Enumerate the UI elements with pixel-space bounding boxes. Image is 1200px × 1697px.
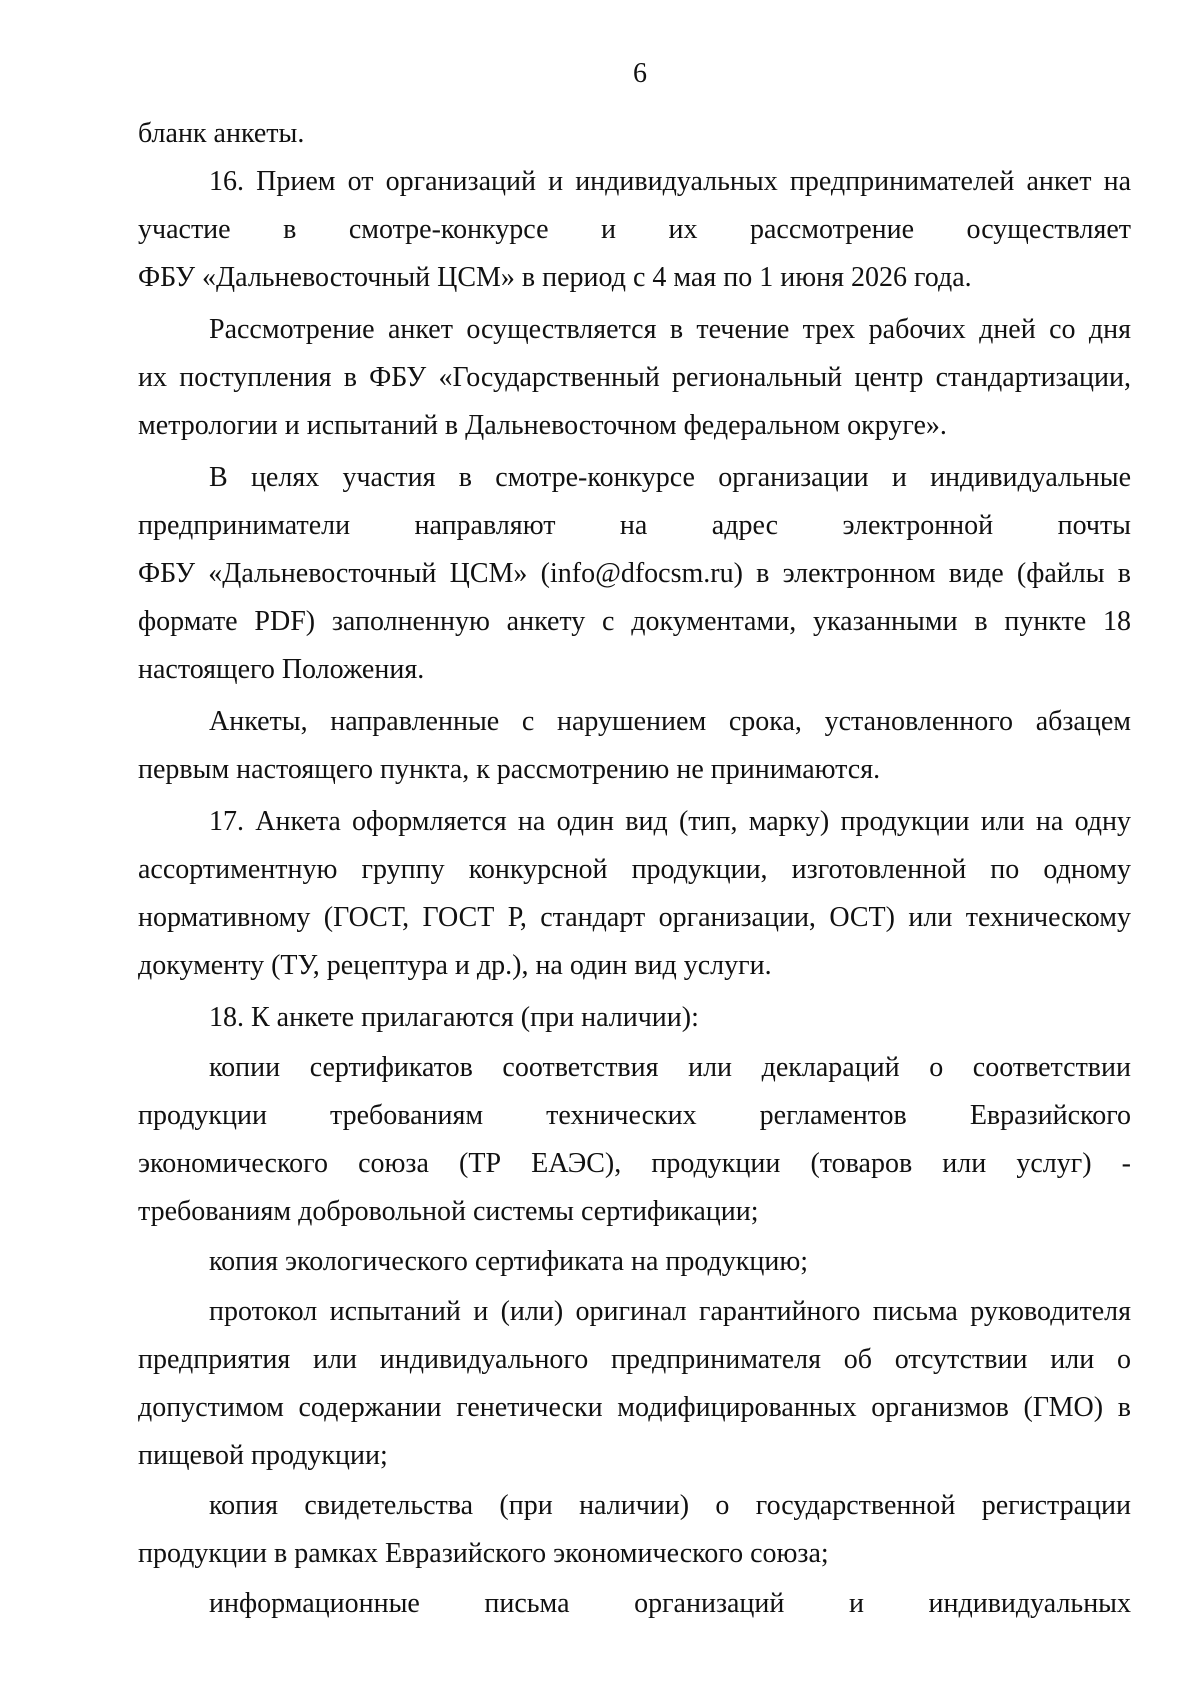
list-item-protocol-line: допустимом содержании генетически модифицированных организмов (ГМО) в — [138, 1392, 1131, 1423]
list-item-protocol-line: пищевой продукции; — [138, 1440, 388, 1471]
list-item-protocol-line: предприятия или индивидуального предпринимателя об отсутствии или о — [138, 1344, 1131, 1375]
paragraph-review-line: Рассмотрение анкет осуществляется в течение трех рабочих дней со дня — [209, 314, 1131, 345]
list-item-protocol-line: протокол испытаний и (или) оригинал гарантийного письма руководителя — [209, 1296, 1131, 1327]
paragraph-review-line: их поступления в ФБУ «Государственный региональный центр стандартизации, — [138, 362, 1131, 393]
paragraph-review-line: метрологии и испытаний в Дальневосточном федеральном округе». — [138, 410, 947, 441]
list-item-registration-line: продукции в рамках Евразийского экономического союза; — [138, 1538, 829, 1569]
paragraph-17-line: нормативному (ГОСТ, ГОСТ Р, стандарт организации, ОСТ) или техническому — [138, 902, 1131, 933]
paragraph-submission-line: В целях участия в смотре-конкурсе организации и индивидуальные — [209, 462, 1131, 493]
paragraph-17-line: ассортиментную группу конкурсной продукции, изготовленной по одному — [138, 854, 1131, 885]
paragraph-16-line: участие в смотре-конкурсе и их рассмотрение осуществляет — [138, 214, 1131, 245]
paragraph-deadline-line: первым настоящего пункта, к рассмотрению не принимаются. — [138, 754, 881, 785]
document-body — [138, 110, 1131, 1628]
paragraph-submission-line: настоящего Положения. — [138, 654, 425, 685]
list-item-certificates-line: копии сертификатов соответствия или деклараций о соответствии — [209, 1052, 1131, 1083]
paragraph-deadline-line: Анкеты, направленные с нарушением срока, установленного абзацем — [209, 706, 1131, 737]
paragraph-submission-line: предприниматели направляют на адрес электронной почты — [138, 510, 1131, 541]
page-number: 6 — [633, 58, 647, 89]
list-item-certificates-line: требованиям добровольной системы сертификации; — [138, 1196, 759, 1227]
list-item-certificates-line: продукции требованиям технических регламентов Евразийского — [138, 1100, 1131, 1131]
list-item-eco-certificate: копия экологического сертификата на продукцию; — [209, 1246, 809, 1277]
paragraph-17-line: 17. Анкета оформляется на один вид (тип, марку) продукции или на одну — [209, 806, 1131, 837]
list-item-certificates-line: экономического союза (ТР ЕАЭС), продукции (товаров или услуг) - — [138, 1148, 1131, 1179]
paragraph-16-line: 16. Прием от организаций и индивидуальных предпринимателей анкет на — [209, 166, 1131, 197]
paragraph-17-line: документу (ТУ, рецептура и др.), на один вид услуги. — [138, 950, 772, 981]
paragraph-16-line: ФБУ «Дальневосточный ЦСМ» в период с 4 мая по 1 июня 2026 года. — [138, 262, 972, 293]
paragraph-submission-line: ФБУ «Дальневосточный ЦСМ» (info@dfocsm.ru) в электронном виде (файлы в — [138, 558, 1131, 589]
text-line: бланк анкеты. — [138, 118, 305, 149]
paragraph-submission-line: формате PDF) заполненную анкету с документами, указанными в пункте 18 — [138, 606, 1131, 637]
list-item-registration-line: копия свидетельства (при наличии) о государственной регистрации — [209, 1490, 1131, 1521]
list-item-info-letters-line: информационные письма организаций и индивидуальных — [209, 1588, 1131, 1619]
paragraph-18-heading: 18. К анкете прилагаются (при наличии): — [209, 1002, 699, 1033]
